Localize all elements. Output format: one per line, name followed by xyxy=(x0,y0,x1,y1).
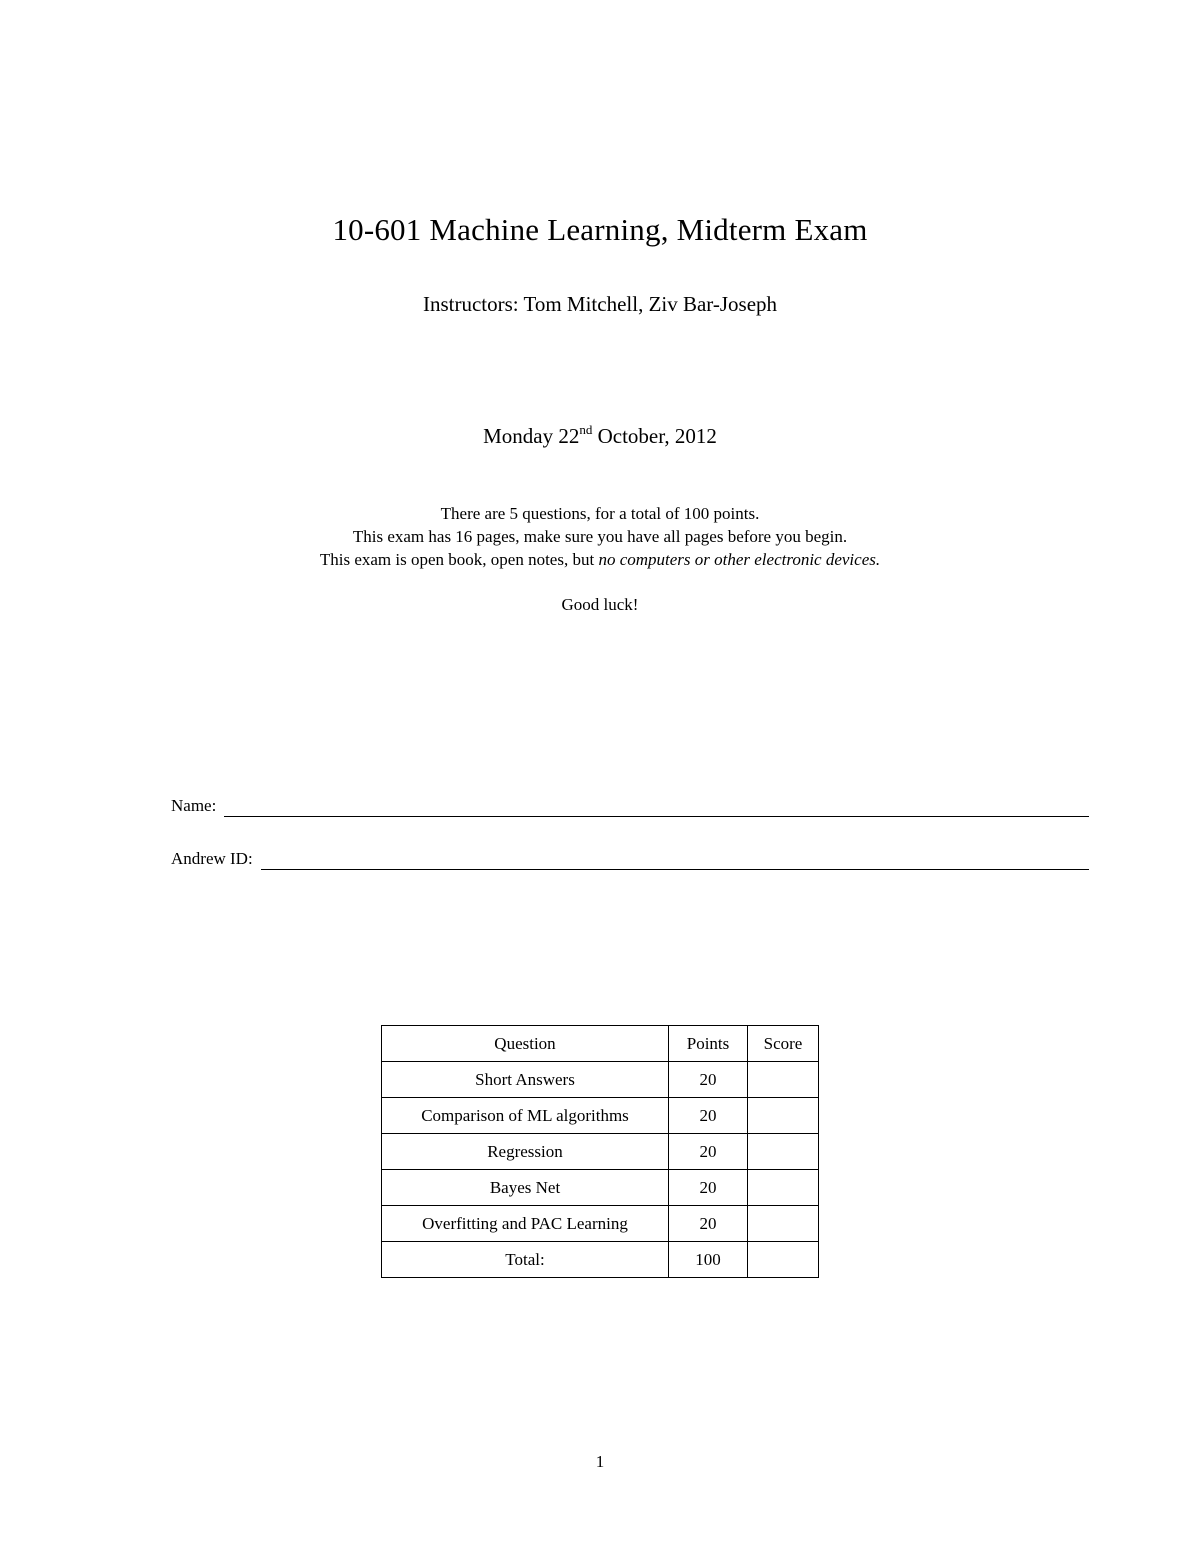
score-cell[interactable] xyxy=(748,1134,819,1170)
table-row xyxy=(382,1170,819,1206)
exam-title: 10-601 Machine Learning, Midterm Exam xyxy=(332,212,868,247)
andrew-id-label: Andrew ID: xyxy=(171,849,253,868)
score-table-header-row xyxy=(382,1026,819,1062)
points-cell: 20 xyxy=(669,1134,748,1170)
points-cell: 20 xyxy=(669,1206,748,1242)
exam-instructions xyxy=(0,502,1200,571)
question-cell: Regression xyxy=(382,1134,669,1170)
question-cell: Bayes Net xyxy=(382,1170,669,1206)
instructions-line-3-plain: This exam is open book, open notes, but xyxy=(319,550,599,569)
total-label-cell: Total: xyxy=(382,1242,669,1278)
table-row xyxy=(382,1206,819,1242)
name-field[interactable] xyxy=(171,792,1089,816)
table-row xyxy=(382,1098,819,1134)
header-question: Question xyxy=(382,1026,669,1062)
points-cell: 20 xyxy=(669,1098,748,1134)
score-cell[interactable] xyxy=(748,1170,819,1206)
table-row xyxy=(382,1134,819,1170)
table-row xyxy=(382,1062,819,1098)
total-row xyxy=(382,1242,819,1278)
instructions-line-3 xyxy=(0,548,1200,571)
exam-date xyxy=(0,424,1200,449)
header-score: Score xyxy=(748,1026,819,1062)
total-score-cell[interactable] xyxy=(748,1242,819,1278)
date-prefix: Monday 22 xyxy=(483,424,580,448)
andrew-id-field[interactable] xyxy=(171,845,1089,869)
good-luck-text: Good luck! xyxy=(561,595,639,614)
points-cell: 20 xyxy=(669,1062,748,1098)
page-number: 1 xyxy=(595,1452,605,1471)
name-label: Name: xyxy=(171,796,217,815)
score-cell[interactable] xyxy=(748,1062,819,1098)
score-table xyxy=(381,1025,819,1278)
instructors-line: Instructors: Tom Mitchell, Ziv Bar-Joseph xyxy=(422,292,778,316)
instructions-line-3-italic: no computers or other electronic devices. xyxy=(598,550,881,569)
score-cell[interactable] xyxy=(748,1206,819,1242)
name-blank-line[interactable] xyxy=(224,798,1089,817)
question-cell: Short Answers xyxy=(382,1062,669,1098)
total-points-cell: 100 xyxy=(669,1242,748,1278)
header-points: Points xyxy=(669,1026,748,1062)
question-cell: Overfitting and PAC Learning xyxy=(382,1206,669,1242)
date-rest: October, 2012 xyxy=(592,424,717,448)
instructions-line-2: This exam has 16 pages, make sure you have all pages before you begin. xyxy=(352,527,848,546)
points-cell: 20 xyxy=(669,1170,748,1206)
andrew-id-blank-line[interactable] xyxy=(261,851,1089,870)
question-cell: Comparison of ML algorithms xyxy=(382,1098,669,1134)
instructions-line-1: There are 5 questions, for a total of 100 points. xyxy=(440,504,760,523)
date-ordinal-suffix: nd xyxy=(579,422,593,437)
score-cell[interactable] xyxy=(748,1098,819,1134)
